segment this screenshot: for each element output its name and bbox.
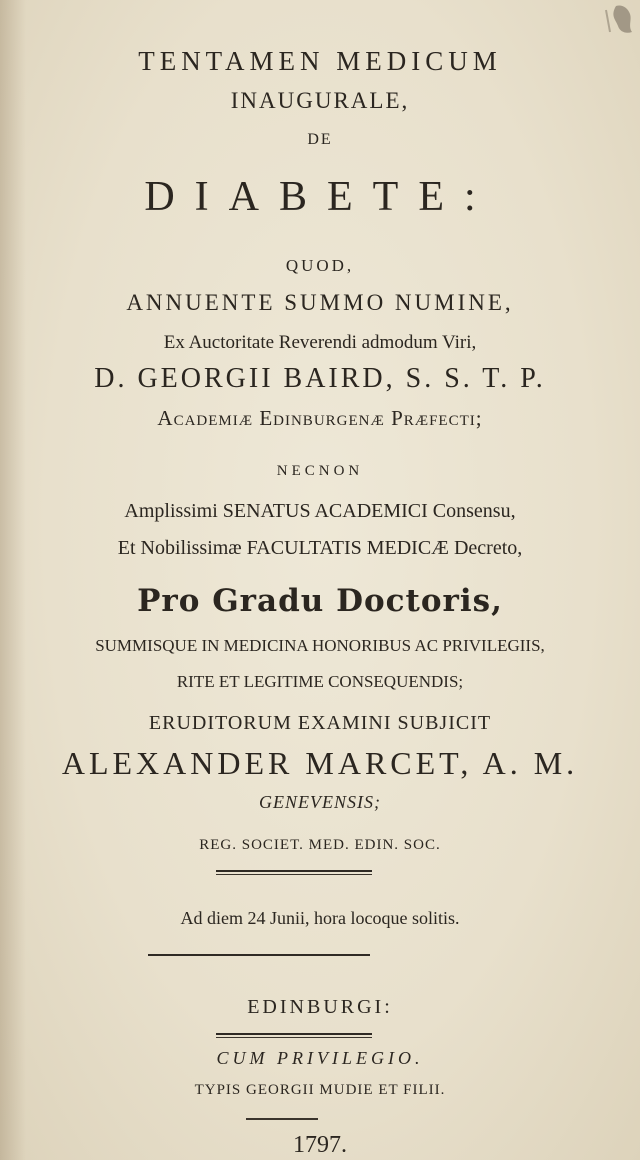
divider-rule-3 xyxy=(216,1033,372,1035)
auctoritate-line: Ex Auctoritate Reverendi admodum Viri, xyxy=(163,332,477,353)
honoribus-line: SUMMISQUE IN MEDICINA HONORIBUS AC PRIVILEGIIS, xyxy=(95,636,545,655)
title-line-2: INAUGURALE, xyxy=(230,88,410,113)
printer-line: TYPIS GEORGII MUDIE ET FILII. xyxy=(194,1082,446,1098)
subject-heading: DIABETE: xyxy=(144,174,496,220)
society-line: REG. SOCIET. MED. EDIN. SOC. xyxy=(199,837,441,853)
divider-rule-1 xyxy=(216,870,372,872)
title-de: DE xyxy=(307,131,333,148)
divider-rule-4 xyxy=(246,1118,318,1120)
degree-heading: Pro Gradu Doctoris, xyxy=(137,583,503,619)
imprint-city: EDINBURGI: xyxy=(247,996,393,1018)
facultatis-line: Et Nobilissimæ FACULTATIS MEDICÆ Decreto, xyxy=(117,537,523,559)
rector-name: D. GEORGII BAIRD, S. S. T. P. xyxy=(94,363,546,394)
divider-rule-2 xyxy=(148,954,370,956)
corner-ink-mark-icon xyxy=(602,2,636,42)
author-name: ALEXANDER MARCET, A. M. xyxy=(61,745,579,781)
academiae-line: Academiæ Edinburgenæ Præfecti; xyxy=(157,406,483,430)
annuente-line: ANNUENTE SUMMO NUMINE, xyxy=(126,290,514,315)
imprint-year: 1797. xyxy=(293,1132,347,1158)
title-line-1: TENTAMEN MEDICUM xyxy=(138,46,502,76)
necnon-line: NECNON xyxy=(276,463,364,479)
examination-date: Ad diem 24 Junii, hora locoque solitis. xyxy=(180,908,460,928)
divider-rule-1-thin xyxy=(216,874,372,875)
consequendis-line: RITE ET LEGITIME CONSEQUENDIS; xyxy=(176,672,464,691)
privilege-line: CUM PRIVILEGIO. xyxy=(216,1048,424,1068)
divider-rule-3-thin xyxy=(216,1037,372,1038)
author-origin: GENEVENSIS; xyxy=(259,792,381,812)
quod-line: QUOD, xyxy=(285,256,355,275)
examini-line: ERUDITORUM EXAMINI SUBJICIT xyxy=(148,712,492,734)
senatus-line: Amplissimi SENATUS ACADEMICI Consensu, xyxy=(124,500,516,522)
